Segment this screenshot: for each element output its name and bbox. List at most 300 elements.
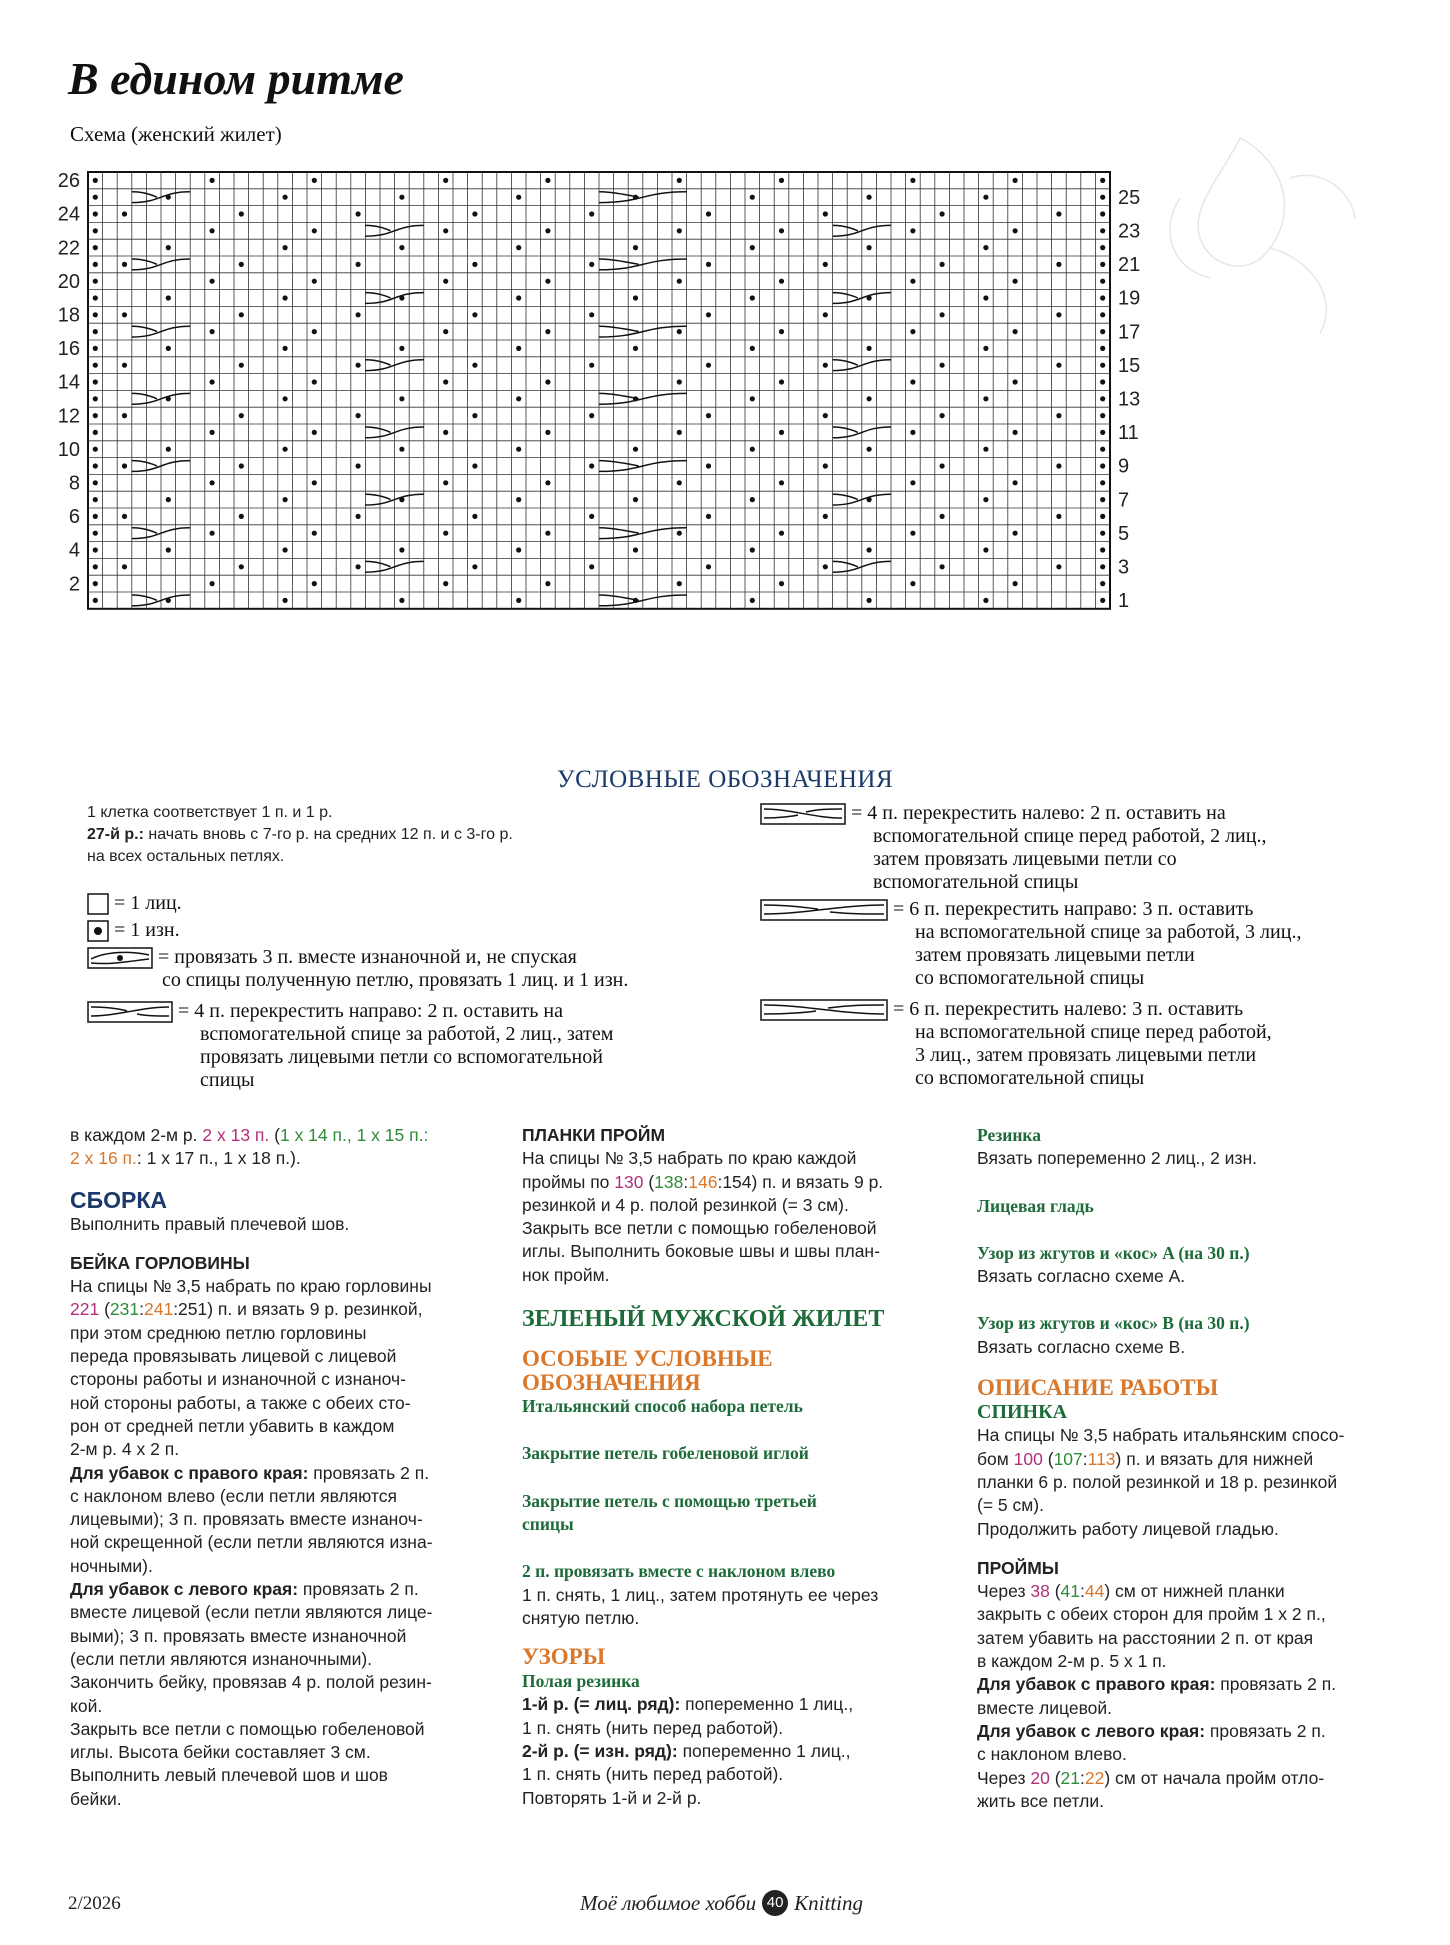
arm-3: резинкой и 4 р. полой резинкой (= 3 см). (522, 1194, 849, 1215)
finish-4: иглы. Высота бейки составляет 3 см. (70, 1742, 371, 1763)
purl-dot (677, 379, 682, 384)
legend-knit-text: = 1 лиц. (114, 892, 182, 914)
purl-dot (312, 531, 317, 536)
purl-dot (472, 312, 477, 317)
row-number-right: 23 (1118, 220, 1141, 243)
purl-dot (356, 312, 361, 317)
finish-2: кой. (70, 1695, 103, 1716)
purl-dot (983, 497, 988, 502)
finish-5: Выполнить левый плечевой шов и шов (70, 1765, 388, 1786)
purl-dot (1100, 480, 1105, 485)
right-edge-bold: Для убавок с правого края: (70, 1462, 309, 1483)
neck-2c: 231 (109, 1299, 140, 1320)
purl-dot (1100, 279, 1105, 284)
row-number-right: 17 (1118, 321, 1141, 344)
purl-dot (706, 262, 711, 267)
purl-dot (677, 531, 682, 536)
back-2d: 107 (1053, 1448, 1083, 1469)
purl-dot (633, 346, 638, 351)
ah-5f: 22 (1084, 1767, 1105, 1788)
purl-dot (983, 547, 988, 552)
row-number-left: 18 (57, 304, 80, 327)
purl-dot (940, 463, 945, 468)
back-2a: бом (977, 1448, 1014, 1469)
row-1-text: попеременно 1 лиц., (680, 1694, 854, 1715)
purl-dot (283, 598, 288, 603)
purl-dot (867, 396, 872, 401)
legend-note-2 (87, 824, 513, 846)
left-edge-1 (70, 1578, 500, 1601)
purl-dot (750, 497, 755, 502)
finish-6: бейки. (70, 1788, 122, 1809)
col1-l1b: 2 х 13 п. (202, 1125, 270, 1145)
row-number-right: 5 (1118, 522, 1130, 545)
purl-dot (910, 581, 915, 586)
purl-dot (983, 295, 988, 300)
col1-l1c: ( (269, 1125, 280, 1145)
purl-dot (443, 228, 448, 233)
legend-note-2-text: начать вновь с 7-го р. на средних 12 п. и с 3-го р. (143, 826, 513, 843)
neck-heading: БЕЙКА ГОРЛОВИНЫ (70, 1252, 250, 1273)
back-5: Продолжить работу лицевой гладью. (977, 1518, 1279, 1539)
legend-3st-text-1: = провязать 3 п. вместе изнаночной и, не спуская (158, 946, 577, 968)
legend-4st-left-text-3: затем провязать лицевыми петли со (873, 848, 1177, 871)
purl-dot (589, 514, 594, 519)
neck-6: ной стороны работы, а также с обеих сто- (70, 1392, 411, 1413)
purl-dot (122, 211, 127, 216)
purl-dot (545, 480, 550, 485)
legend-notes (87, 802, 513, 868)
purl-dot (1100, 514, 1105, 519)
purl-dot (633, 245, 638, 250)
green-vest-heading: ЗЕЛЕНЫЙ МУЖСКОЙ ЖИЛЕТ (522, 1306, 885, 1333)
purl-dot (1013, 430, 1018, 435)
ah-1c: ( (1049, 1581, 1061, 1602)
legend-6st-right-text-1: = 6 п. перекрестить направо: 3 п. оставить (893, 898, 1254, 920)
purl-dot (867, 447, 872, 452)
purl-dot (239, 262, 244, 267)
purl-dot (210, 531, 215, 536)
neck-4: переда провязывать лицевой с лицевой (70, 1346, 397, 1367)
magazine-name: Моё любимое хобби (580, 1890, 757, 1915)
row-1-bold: 1-й р. (= лиц. ряд): (522, 1694, 681, 1715)
purl-dot (633, 547, 638, 552)
purl-dot (472, 363, 477, 368)
col1-l1d: 1 х 14 п., 1 х 15 п.: (279, 1125, 429, 1145)
italian-cast-on: Итальянский способ набора петель (522, 1396, 803, 1417)
purl-dot (983, 396, 988, 401)
knit-symbol-icon (87, 893, 109, 915)
purl-dot (867, 195, 872, 200)
purl-dot (356, 363, 361, 368)
purl-dot (472, 413, 477, 418)
purl-dot (210, 178, 215, 183)
legend-3st-text-2: со спицы полученную петлю, провязать 1 лиц. и 1 изн. (162, 969, 629, 992)
two-stitch-1: 1 п. снять, 1 лиц., затем протянуть ее через (522, 1584, 879, 1605)
purl-dot (1056, 363, 1061, 368)
purl-dot (399, 245, 404, 250)
purl-dot (122, 312, 127, 317)
row-2 (522, 1740, 962, 1763)
row-1 (522, 1693, 962, 1716)
legend-4st-right-text-2: вспомогательной спице за работой, 2 лиц., затем (200, 1023, 614, 1046)
purl-dot (1100, 195, 1105, 200)
legend-purl-text: = 1 изн. (114, 919, 180, 941)
purl-dot (779, 329, 784, 334)
row-2-bold: 2-й р. (= изн. ряд): (522, 1741, 678, 1762)
col1-l1a: в каждом 2-м р. (70, 1125, 203, 1145)
purl-dot (589, 262, 594, 267)
purl-dot (443, 531, 448, 536)
special-symbols-heading-2: ОБОЗНАЧЕНИЯ (522, 1370, 701, 1396)
purl-dot (516, 447, 521, 452)
purl-dot (1013, 329, 1018, 334)
purl-dot (983, 346, 988, 351)
purl-dot (283, 447, 288, 452)
purl-dot (1100, 396, 1105, 401)
purl-dot (93, 514, 98, 519)
purl-dot (93, 295, 98, 300)
purl-dot (983, 195, 988, 200)
purl-dot (516, 396, 521, 401)
purl-dot (443, 480, 448, 485)
col1-l2b: : 1 х 17 п., 1 х 18 п. (136, 1148, 291, 1169)
row-number-left: 12 (57, 405, 80, 428)
ah-left-text: провязать 2 п. (1205, 1720, 1326, 1741)
ah-right-text: провязать 2 п. (1215, 1674, 1337, 1695)
row-number-right: 19 (1118, 287, 1141, 310)
purl-dot (210, 581, 215, 586)
purl-dot (1100, 564, 1105, 569)
purl-dot (1100, 312, 1105, 317)
purl-dot (283, 346, 288, 351)
purl-dot (356, 211, 361, 216)
purl-dot (706, 413, 711, 418)
purl-dot (1013, 178, 1018, 183)
purl-dot (516, 497, 521, 502)
cross-6-right-symbol-icon (760, 899, 888, 921)
purl-dot (779, 379, 784, 384)
legend-6st-left (760, 998, 1272, 1090)
neck-2f: :251) п. и вязать 9 р. резинкой, (173, 1299, 423, 1320)
back-1: На спицы № 3,5 набрать итальянским спосо- (977, 1425, 1345, 1446)
purl-dot (1056, 564, 1061, 569)
purl-dot (867, 547, 872, 552)
assembly-heading: СБОРКА (70, 1186, 168, 1213)
purl-dot (93, 329, 98, 334)
legend-note-3: на всех остальных петлях. (87, 848, 285, 865)
row-number-left: 22 (57, 237, 80, 260)
ah-1f: 44 (1084, 1581, 1105, 1602)
legend-note-1: 1 клетка соответствует 1 п. и 1 р. (87, 804, 333, 821)
purl-dot (472, 262, 477, 267)
purl-dot (779, 480, 784, 485)
purl-dot (1013, 379, 1018, 384)
purl-dot (93, 564, 98, 569)
cross-4-left-symbol-icon (760, 803, 846, 825)
row-2b: 1 п. снять (нить перед работой). (522, 1764, 784, 1785)
legend-6st-right-text-2: на вспомогательной спице за работой, 3 лиц., (915, 921, 1302, 944)
purl-dot (706, 363, 711, 368)
purl-dot (940, 211, 945, 216)
purl-dot (312, 228, 317, 233)
row-number-right: 13 (1118, 388, 1141, 411)
patterns-heading: УЗОРЫ (522, 1644, 606, 1670)
purl-dot (166, 346, 171, 351)
purl-dot (210, 228, 215, 233)
purl-dot (1056, 312, 1061, 317)
purl-dot (706, 463, 711, 468)
purl-dot (1100, 245, 1105, 250)
ah-left-bold: Для убавок с левого края: (977, 1720, 1206, 1741)
row-number-left: 2 (68, 573, 80, 596)
purl-dot (1100, 295, 1105, 300)
back-2f: 113 (1087, 1448, 1116, 1469)
purl-dot (1056, 211, 1061, 216)
purl-dot (1100, 598, 1105, 603)
purl-dot (677, 329, 682, 334)
ah-right-1 (977, 1673, 1427, 1696)
work-description-heading: ОПИСАНИЕ РАБОТЫ (977, 1375, 1219, 1401)
row-number-right: 3 (1118, 556, 1130, 579)
neck-8: 2-м р. 4 х 2 п. (70, 1439, 180, 1460)
ah-5 (977, 1767, 1427, 1790)
purl-dot (239, 564, 244, 569)
legend-6st-right-text-4: со вспомогательной спицы (915, 967, 1145, 990)
neck-2a: 221 (70, 1299, 100, 1320)
ah-1a: Через (977, 1581, 1031, 1602)
purl-dot (93, 228, 98, 233)
text-column-3 (977, 1124, 1427, 1813)
text-column-1 (70, 1124, 500, 1811)
purl-dot (312, 480, 317, 485)
purl-dot (399, 547, 404, 552)
neck-5: стороны работы и изнаночной с изнаноч- (70, 1369, 406, 1390)
legend-4st-left-text-2: вспомогательной спице перед работой, 2 лиц., (873, 825, 1267, 848)
neck-2e: 241 (143, 1299, 174, 1320)
row-1b: 1 п. снять (нить перед работой). (522, 1717, 784, 1738)
purl-dot (93, 346, 98, 351)
purl-dot (545, 531, 550, 536)
purl-dot (399, 598, 404, 603)
legend-4st-right (87, 1000, 613, 1092)
purl-dot (910, 178, 915, 183)
hollow-rib-heading: Полая резинка (522, 1671, 640, 1692)
purl-dot (1100, 228, 1105, 233)
arm-1: На спицы № 3,5 набрать по краю каждой (522, 1148, 857, 1169)
legend-3st (87, 946, 628, 992)
right-edge-3: лицевыми); 3 п. провязать вместе изнаноч- (70, 1509, 423, 1530)
arm-2e: : (683, 1171, 689, 1192)
purl-dot (545, 329, 550, 334)
purl-dot (356, 463, 361, 468)
row-number-left: 24 (57, 203, 80, 226)
purl-dot (823, 514, 828, 519)
ah-1d: 41 (1060, 1581, 1081, 1602)
col1-l2a: 2 х 16 п. (70, 1148, 137, 1169)
purl-dot (589, 564, 594, 569)
purl-dot (1013, 581, 1018, 586)
purl-dot (93, 598, 98, 603)
purl-dot (910, 329, 915, 334)
purl-symbol-icon (87, 920, 109, 942)
purl-dot (677, 581, 682, 586)
left-edge-1-text: провязать 2 п. (298, 1579, 419, 1600)
purl-dot (210, 379, 215, 384)
left-edge-2: вместе лицевой (если петли являются лице- (70, 1602, 433, 1623)
back-4: (= 5 см). (977, 1495, 1044, 1516)
purl-dot (122, 514, 127, 519)
purl-dot (283, 195, 288, 200)
purl-dot (312, 329, 317, 334)
ah-5a: Через (977, 1767, 1031, 1788)
purl-dot (122, 262, 127, 267)
right-edge-2: с наклоном влево (если петли являются (70, 1485, 397, 1506)
third-needle-1: Закрытие петель с помощью третьей (522, 1490, 817, 1511)
purl-dot (677, 480, 682, 485)
purl-dot (823, 262, 828, 267)
purl-dot (1100, 211, 1105, 216)
purl-dot (93, 547, 98, 552)
purl-dot (706, 564, 711, 569)
purl-dot (399, 195, 404, 200)
purl-dot (910, 480, 915, 485)
purl-dot (823, 463, 828, 468)
purl-dot (283, 497, 288, 502)
row-number-left: 20 (57, 270, 80, 293)
row-number-right: 9 (1118, 455, 1130, 478)
special-symbols-heading-1: ОСОБЫЕ УСЛОВНЫЕ (522, 1346, 773, 1372)
purl-dot (1013, 480, 1018, 485)
legend-4st-right-text-4: спицы (200, 1069, 255, 1092)
gobelin-bind-off: Закрытие петель гобеленовой иглой (522, 1443, 809, 1464)
purl-dot (1013, 279, 1018, 284)
purl-dot (1100, 363, 1105, 368)
purl-dot (1056, 514, 1061, 519)
purl-dot (940, 413, 945, 418)
ah-left-2: с наклоном влево. (977, 1744, 1127, 1765)
purl-dot (867, 245, 872, 250)
purl-dot (779, 178, 784, 183)
finish-3: Закрыть все петли с помощью гобеленовой (70, 1718, 425, 1739)
purl-dot (940, 564, 945, 569)
right-edge-1-text: провязать 2 п. (308, 1462, 430, 1483)
armhole-band-heading: ПЛАНКИ ПРОЙМ (522, 1125, 666, 1145)
purl-dot (589, 312, 594, 317)
purl-dot (210, 279, 215, 284)
rib-heading: Резинка (977, 1125, 1041, 1145)
row-number-right: 1 (1118, 590, 1130, 613)
purl-dot (516, 346, 521, 351)
purl-dot (93, 279, 98, 284)
purl-dot (283, 295, 288, 300)
row-number-left: 14 (57, 371, 80, 394)
purl-dot (1100, 497, 1105, 502)
purl-dot (239, 463, 244, 468)
cross-4-right-symbol-icon (87, 1001, 173, 1023)
purl-dot (910, 279, 915, 284)
page-number: 40 (762, 1890, 788, 1916)
purl-dot (545, 178, 550, 183)
purl-dot (283, 396, 288, 401)
purl-dot (1056, 413, 1061, 418)
purl-dot (516, 245, 521, 250)
legend-purl (87, 919, 180, 942)
ah-5g: ) см от начала пройм отло- (1104, 1767, 1325, 1788)
legend-6st-right (760, 898, 1301, 990)
purl-dot (1013, 228, 1018, 233)
purl-dot (545, 430, 550, 435)
back-2e: : (1082, 1448, 1088, 1469)
section-name: Knitting (794, 1890, 863, 1915)
purl-dot (983, 598, 988, 603)
purl-dot (589, 211, 594, 216)
text-column-2 (522, 1124, 962, 1810)
purl-dot (706, 514, 711, 519)
purl-dot (983, 447, 988, 452)
neck-2 (70, 1298, 500, 1321)
purl-dot (356, 413, 361, 418)
ah-1g: ) см от нижней планки (1104, 1581, 1285, 1602)
pattern-a-text: Вязать согласно схеме А. (977, 1266, 1186, 1287)
purl-dot (750, 195, 755, 200)
neck-1: На спицы № 3,5 набрать по краю горловины (70, 1276, 432, 1297)
finish-1: Закончить бейку, провязав 4 р. полой резин- (70, 1672, 432, 1693)
arm-5: иглы. Выполнить боковые швы и швы план- (522, 1241, 880, 1262)
purl-dot (472, 564, 477, 569)
purl-dot (312, 581, 317, 586)
purl-dot (910, 430, 915, 435)
purl-dot (633, 295, 638, 300)
purl-dot (823, 211, 828, 216)
rib-text: Вязать попеременно 2 лиц., 2 изн. (977, 1148, 1257, 1169)
neck-7: рон от средней петли убавить в каждом (70, 1415, 395, 1436)
repeat-rows: Повторять 1-й и 2-й р. (522, 1787, 702, 1808)
legend-title: УСЛОВНЫЕ ОБОЗНАЧЕНИЯ (556, 766, 894, 793)
neck-2d: : (139, 1299, 144, 1320)
purl-dot (940, 514, 945, 519)
purl-dot (750, 396, 755, 401)
col1-line-1 (70, 1124, 500, 1147)
purl-dot (239, 363, 244, 368)
purl-dot (93, 396, 98, 401)
purl-dot (983, 245, 988, 250)
row-number-right: 15 (1118, 354, 1141, 377)
purl-dot (443, 581, 448, 586)
purl-dot (1013, 531, 1018, 536)
purl-dot (93, 262, 98, 267)
ah-2: закрыть с обеих сторон для пройм 1 х 2 п., (977, 1604, 1326, 1625)
purl-dot (633, 447, 638, 452)
purl-dot (93, 379, 98, 384)
assembly-text: Выполнить правый плечевой шов. (70, 1213, 350, 1234)
purl-dot (1056, 262, 1061, 267)
purl-dot (750, 346, 755, 351)
purl-dot (516, 547, 521, 552)
purl-dot (399, 346, 404, 351)
purl-dot (1100, 547, 1105, 552)
purl-dot (443, 279, 448, 284)
row-number-right: 21 (1118, 254, 1141, 277)
arm-2d: 138 (654, 1171, 684, 1192)
purl-dot (1100, 346, 1105, 351)
col1-line-2 (70, 1147, 500, 1170)
two-stitch-2: снятую петлю. (522, 1607, 640, 1628)
ah-1e: : (1080, 1581, 1085, 1602)
purl-dot (122, 413, 127, 418)
purl-dot (166, 447, 171, 452)
purl-dot (166, 497, 171, 502)
